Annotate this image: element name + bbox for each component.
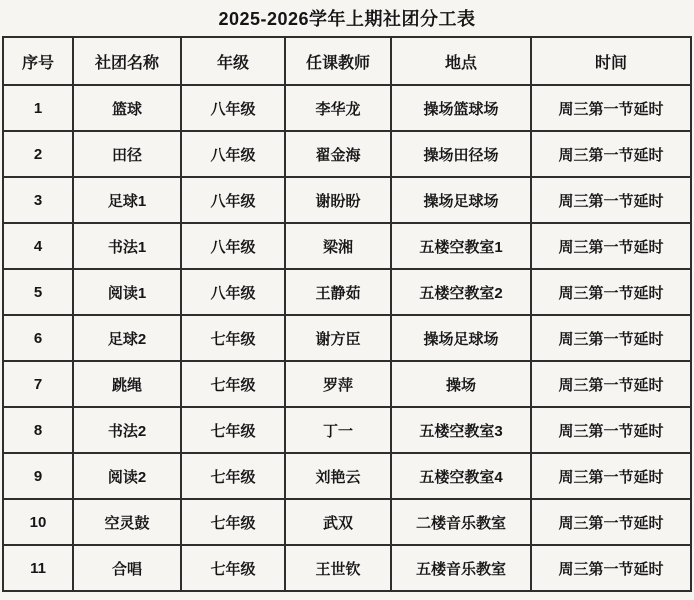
cell-time: 周三第一节延时: [531, 499, 691, 545]
table-row: [3, 407, 691, 453]
cell-grade: 七年级: [181, 499, 285, 545]
table-row: [3, 131, 691, 177]
cell-location: 五楼空教室3: [391, 407, 531, 453]
table-row: [3, 545, 691, 591]
cell-location: 操场: [391, 361, 531, 407]
cell-grade: 八年级: [181, 177, 285, 223]
cell-club-name: 足球2: [73, 315, 181, 361]
cell-grade: 七年级: [181, 545, 285, 591]
cell-teacher: 王静茹: [285, 269, 391, 315]
cell-time: 周三第一节延时: [531, 361, 691, 407]
cell-club-name: 田径: [73, 131, 181, 177]
club-assignment-table: [2, 36, 692, 592]
table-row: [3, 85, 691, 131]
cell-serial-number: 7: [3, 361, 73, 407]
cell-time: 周三第一节延时: [531, 315, 691, 361]
cell-time: 周三第一节延时: [531, 85, 691, 131]
header-grade: 年级: [181, 37, 285, 85]
cell-time: 周三第一节延时: [531, 407, 691, 453]
cell-club-name: 合唱: [73, 545, 181, 591]
cell-serial-number: 8: [3, 407, 73, 453]
table-row: [3, 453, 691, 499]
cell-club-name: 阅读2: [73, 453, 181, 499]
cell-club-name: 书法2: [73, 407, 181, 453]
cell-club-name: 跳绳: [73, 361, 181, 407]
table-row: [3, 269, 691, 315]
cell-club-name: 篮球: [73, 85, 181, 131]
table-header: [3, 37, 691, 85]
cell-teacher: 罗萍: [285, 361, 391, 407]
table-row: [3, 315, 691, 361]
cell-time: 周三第一节延时: [531, 545, 691, 591]
table-row: [3, 499, 691, 545]
cell-serial-number: 5: [3, 269, 73, 315]
table-row: [3, 177, 691, 223]
cell-serial-number: 3: [3, 177, 73, 223]
cell-time: 周三第一节延时: [531, 223, 691, 269]
cell-location: 操场篮球场: [391, 85, 531, 131]
cell-location: 二楼音乐教室: [391, 499, 531, 545]
cell-time: 周三第一节延时: [531, 269, 691, 315]
cell-time: 周三第一节延时: [531, 453, 691, 499]
cell-grade: 七年级: [181, 361, 285, 407]
cell-location: 五楼空教室1: [391, 223, 531, 269]
cell-serial-number: 1: [3, 85, 73, 131]
cell-location: 操场足球场: [391, 177, 531, 223]
header-row: [3, 37, 691, 85]
cell-serial-number: 2: [3, 131, 73, 177]
cell-serial-number: 10: [3, 499, 73, 545]
cell-location: 操场田径场: [391, 131, 531, 177]
cell-grade: 七年级: [181, 315, 285, 361]
cell-grade: 七年级: [181, 407, 285, 453]
cell-club-name: 书法1: [73, 223, 181, 269]
cell-grade: 七年级: [181, 453, 285, 499]
cell-grade: 八年级: [181, 85, 285, 131]
cell-location: 五楼音乐教室: [391, 545, 531, 591]
cell-grade: 八年级: [181, 131, 285, 177]
cell-serial-number: 4: [3, 223, 73, 269]
cell-serial-number: 6: [3, 315, 73, 361]
header-location: 地点: [391, 37, 531, 85]
cell-teacher: 翟金海: [285, 131, 391, 177]
cell-teacher: 刘艳云: [285, 453, 391, 499]
cell-club-name: 空灵鼓: [73, 499, 181, 545]
cell-time: 周三第一节延时: [531, 131, 691, 177]
cell-time: 周三第一节延时: [531, 177, 691, 223]
cell-teacher: 梁湘: [285, 223, 391, 269]
cell-location: 操场足球场: [391, 315, 531, 361]
cell-serial-number: 11: [3, 545, 73, 591]
page-title: 2025-2026学年上期社团分工表: [218, 9, 476, 29]
cell-location: 五楼空教室2: [391, 269, 531, 315]
header-time: 时间: [531, 37, 691, 85]
cell-location: 五楼空教室4: [391, 453, 531, 499]
cell-serial-number: 9: [3, 453, 73, 499]
cell-teacher: 谢方臣: [285, 315, 391, 361]
cell-teacher: 王世钦: [285, 545, 391, 591]
header-serial-number: 序号: [3, 37, 73, 85]
cell-club-name: 足球1: [73, 177, 181, 223]
cell-teacher: 丁一: [285, 407, 391, 453]
cell-teacher: 武双: [285, 499, 391, 545]
cell-teacher: 李华龙: [285, 85, 391, 131]
table-row: [3, 361, 691, 407]
header-club-name: 社团名称: [73, 37, 181, 85]
cell-teacher: 谢盼盼: [285, 177, 391, 223]
table-row: [3, 223, 691, 269]
header-teacher: 任课教师: [285, 37, 391, 85]
table-body: [3, 85, 691, 591]
cell-grade: 八年级: [181, 269, 285, 315]
cell-grade: 八年级: [181, 223, 285, 269]
cell-club-name: 阅读1: [73, 269, 181, 315]
